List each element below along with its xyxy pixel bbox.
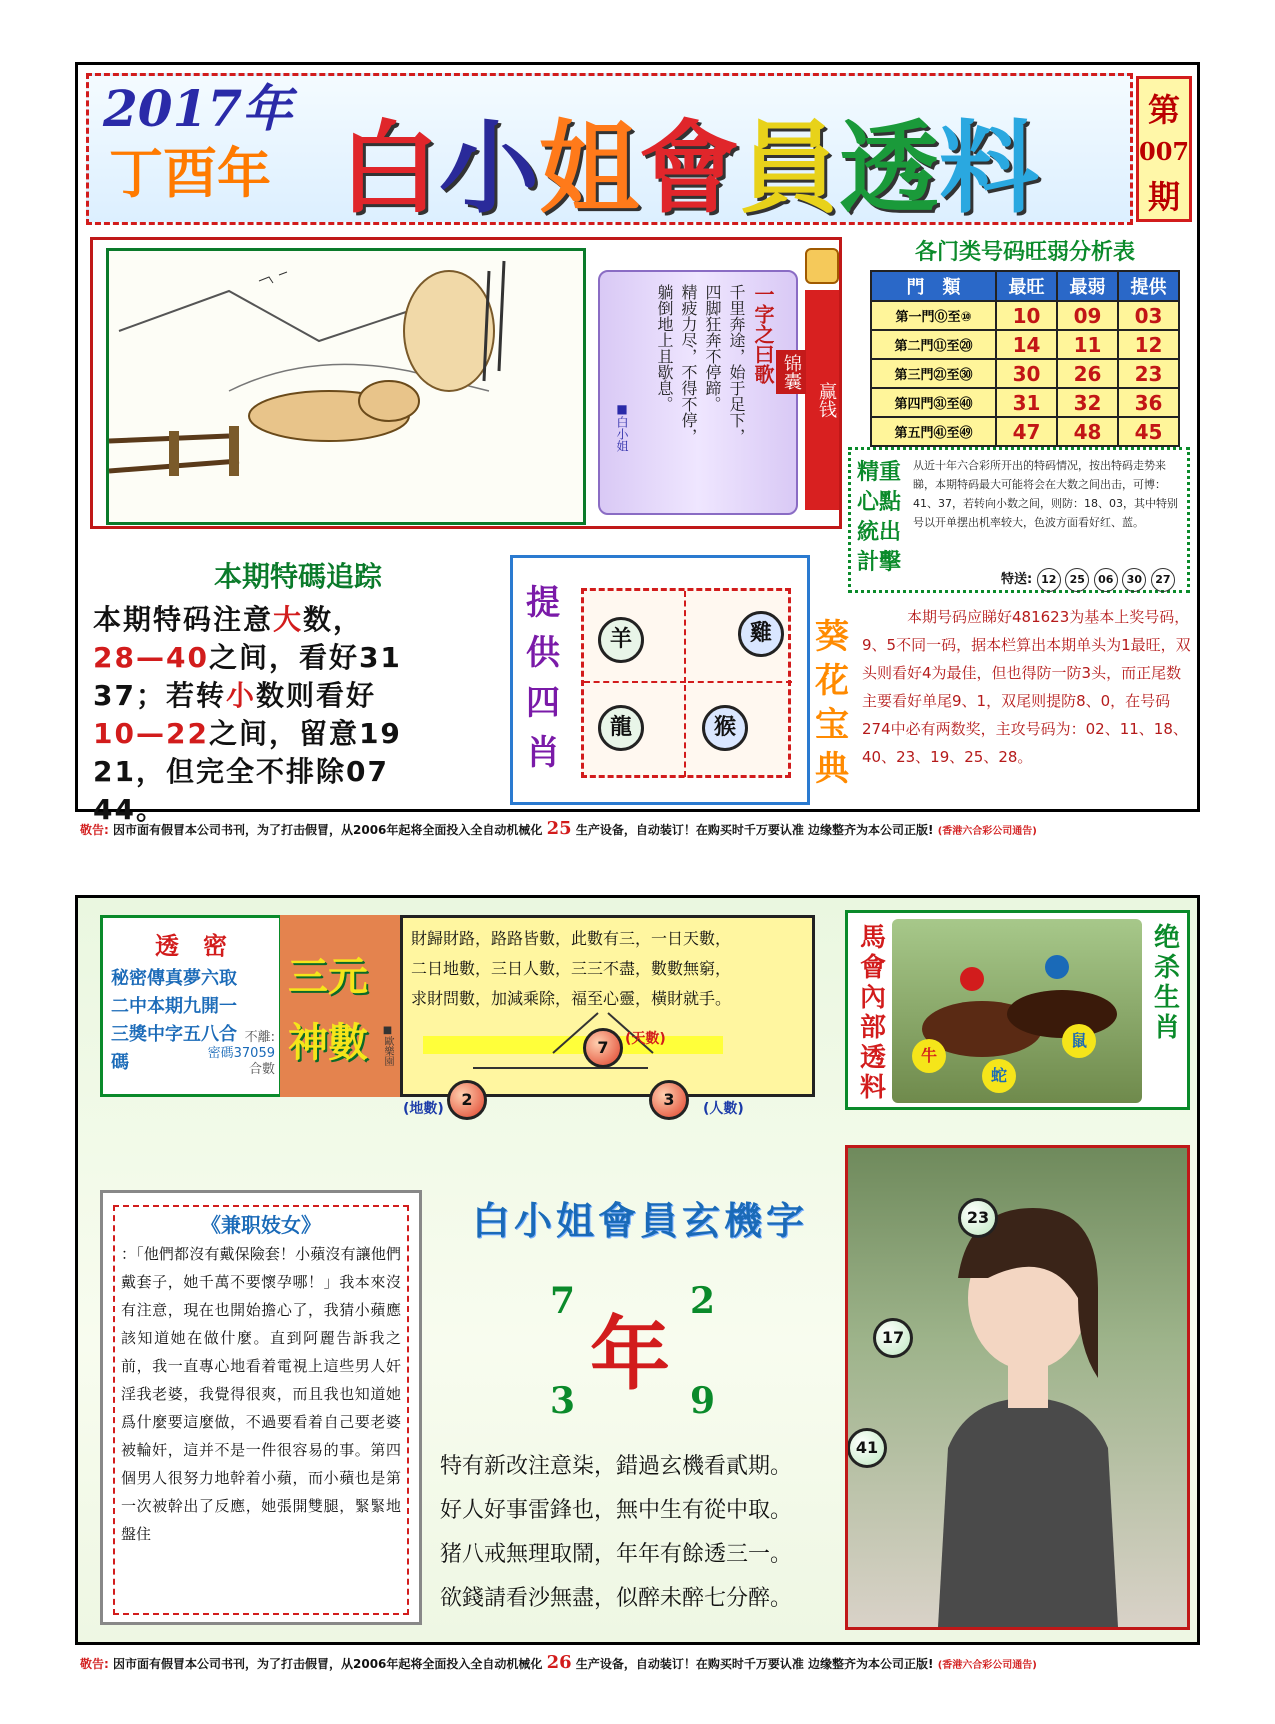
tracking-small: 小 xyxy=(225,679,256,712)
rank-table-block xyxy=(860,235,1190,444)
racehorse-icon xyxy=(892,919,1142,1103)
table-row xyxy=(871,388,1179,417)
sanyuan-title: 神數 xyxy=(288,1020,368,1066)
special-number: 06 xyxy=(1094,568,1118,592)
mystery-number: 3 xyxy=(550,1380,576,1422)
header-min: 最弱 xyxy=(1057,271,1118,301)
ganzhi-label: 丁酉年 xyxy=(109,141,271,205)
min-cell: 48 xyxy=(1057,417,1118,446)
warning-text: 生产设备，自动装订！在购买时千万要认准 边缘整齐为本公司正版! xyxy=(575,823,934,837)
max-cell: 14 xyxy=(996,330,1057,359)
bag-ribbon xyxy=(805,290,839,510)
tracking-text: 之间，看好31 xyxy=(208,641,402,674)
mystery-title: 白小姐會員玄機字 xyxy=(471,1199,808,1243)
year-label xyxy=(103,79,293,138)
dragon-icon: 龍 xyxy=(598,705,644,751)
analysis-box xyxy=(848,447,1190,593)
money-bag-icon xyxy=(805,248,839,284)
tracking-body xyxy=(93,601,503,829)
photo-number-ball: 17 xyxy=(873,1318,913,1358)
mystery-section xyxy=(430,1190,850,1630)
analysis-text: 从近十年六合彩所开出的特码情况，按出特码走势来睇，本期特码最大可能将会在大数之间出击，可博：41、37，若转向小数之间，则防：18、03，其中特别号以开单摆出机率较大，色波方面看好红、蓝。 xyxy=(913,459,1178,529)
human-number: 3 xyxy=(649,1080,689,1120)
min-cell: 09 xyxy=(1057,301,1118,330)
ox-cartoon-icon xyxy=(109,251,583,522)
page-number: 25 xyxy=(546,818,572,839)
tracking-range: 28—40 xyxy=(93,641,209,674)
warning-note: (香港六合彩公司通告) xyxy=(937,1660,1037,1671)
give-cell: 03 xyxy=(1118,301,1179,330)
max-cell: 30 xyxy=(996,359,1057,388)
story-inner xyxy=(113,1205,409,1615)
sanyuan-credit: ■歐樂園 xyxy=(382,1025,393,1066)
sunflower-section xyxy=(812,605,1192,805)
snake-star: 蛇 xyxy=(982,1059,1016,1093)
secret-footer-text: 合數 xyxy=(248,1062,275,1077)
shenshu-panel xyxy=(400,915,815,1117)
photo-number-ball: 41 xyxy=(847,1428,887,1468)
mystery-poem-line: 好人好事雷鋒也，無中生有從中取。 xyxy=(440,1498,793,1523)
shenshu-line: 求財問數，加減乘除，福至心靈，橫財就手。 xyxy=(411,989,732,1008)
poem-line: 躺倒地上且歇息。 xyxy=(655,284,674,412)
warning-label: 敬告: xyxy=(80,823,109,837)
rank-table xyxy=(870,270,1180,447)
masthead xyxy=(86,73,1133,225)
main-title xyxy=(339,88,1039,232)
title-char: 透 xyxy=(839,110,939,227)
zodiac-cell xyxy=(584,685,686,777)
poem-panel xyxy=(90,237,842,529)
horse-left-title: 馬會內部透料 xyxy=(859,923,886,1103)
story-box xyxy=(100,1190,422,1625)
secret-box xyxy=(100,915,282,1097)
rat-star: 鼠 xyxy=(1062,1024,1096,1058)
issue-suffix: 期 xyxy=(1147,178,1180,216)
secret-code: 密碼37059 xyxy=(207,1046,275,1061)
tracking-section xyxy=(93,555,503,826)
cartoon-illustration xyxy=(106,248,586,525)
issue-number xyxy=(1136,76,1192,222)
issue-prefix: 第 xyxy=(1147,91,1180,129)
warning-text: 因市面有假冒本公司书刊，为了打击假冒，从2006年起将全面投入全自动机械化 xyxy=(113,1657,543,1671)
give-cell: 12 xyxy=(1118,330,1179,359)
warning-text: 生产设备，自动装订！在购买时千万要认准 边缘整齐为本公司正版! xyxy=(575,1657,934,1671)
tracking-text: 之间，留意19 xyxy=(208,717,402,750)
header-max: 最旺 xyxy=(996,271,1057,301)
header-give: 提供 xyxy=(1118,271,1179,301)
model-photo xyxy=(845,1145,1190,1630)
mystery-poem xyxy=(440,1445,792,1621)
secret-line: 秘密傳真夢六取 xyxy=(111,968,237,989)
horse-photo xyxy=(892,919,1142,1103)
title-char: 料 xyxy=(939,110,1039,227)
heaven-label: (天數) xyxy=(625,1031,666,1047)
story-text: ：「他們都沒有戴保險套！小蘋沒有讓他們戴套子，她千萬不要懷孕哪！」我本來沒有注意，現在也開始擔心了，我猜小蘋應該知道她在做什麼。直到阿麗告訴我之前，我一直專心地看着電視上這些男人奸淫我老婆，我覺得很爽，而且我也知道她爲什麼要這麼做，不過要看着自己要老婆被輪奸，這并不是一件很容易的事。第四個男人很努力地幹着小蘋，而小蘋也是第一次被幹出了反應，她張開雙腿，緊緊地盤住 xyxy=(121,1245,401,1543)
header-door: 門 類 xyxy=(871,271,996,301)
zodiac-cell xyxy=(688,591,792,683)
page-number: 26 xyxy=(546,1652,572,1673)
secret-line: 三獎中字五八合 xyxy=(111,1024,237,1045)
zodiac-cell xyxy=(584,591,686,683)
mystery-center: 年 xyxy=(590,1307,670,1401)
mystery-number: 9 xyxy=(690,1380,716,1422)
human-label: (人數) xyxy=(703,1101,744,1117)
secret-line: 碼 xyxy=(111,1052,129,1073)
ox-star: 牛 xyxy=(912,1039,946,1073)
shenshu-line: 二日地數，三日人數，三三不盡，數數無窮， xyxy=(411,959,732,978)
max-cell: 31 xyxy=(996,388,1057,417)
bottom-warning xyxy=(80,1652,1037,1673)
issue-value: 007 xyxy=(1139,137,1190,166)
secret-line: 二中本期九開一 xyxy=(111,996,237,1017)
tracking-text: 21，但完全不排除07 xyxy=(93,755,389,788)
table-row xyxy=(871,301,1179,330)
tracking-big: 大 xyxy=(273,603,304,636)
table-row xyxy=(871,417,1179,446)
tracking-text: 数则看好 xyxy=(255,679,376,712)
min-cell: 26 xyxy=(1057,359,1118,388)
sheep-icon: 羊 xyxy=(598,617,644,663)
story-title: 《兼职妓女》 xyxy=(201,1213,321,1237)
sanyuan-panel xyxy=(280,915,400,1097)
mystery-poem-line: 特有新改注意柒，錯過玄機看貳期。 xyxy=(440,1454,793,1479)
special-number: 12 xyxy=(1037,568,1061,592)
title-char: 小 xyxy=(439,110,539,227)
warning-note: (香港六合彩公司通告) xyxy=(937,826,1037,837)
scroll-title: 一字之曰歌 xyxy=(751,284,775,384)
title-char: 姐 xyxy=(539,110,639,227)
door-cell: 第五門㊶至㊾ xyxy=(871,417,996,446)
zodiac-grid xyxy=(581,588,791,778)
table-header-row xyxy=(871,271,1179,301)
warning-label: 敬告: xyxy=(80,1657,109,1671)
secret-title: 透 密 xyxy=(155,932,227,960)
sanyuan-title: 三元 xyxy=(288,954,368,1000)
mystery-number: 7 xyxy=(550,1280,576,1322)
zodiac-box xyxy=(510,555,810,805)
poem-line: 千里奔途，始于足下， xyxy=(727,284,746,444)
title-char: 會 xyxy=(639,110,739,227)
bag-label: 锦囊 xyxy=(776,350,806,394)
shenshu-line: 財歸財路，路路皆數，此數有三，一日天數， xyxy=(411,929,732,948)
tracking-title: 本期特碼追踪 xyxy=(213,560,382,593)
min-cell: 32 xyxy=(1057,388,1118,417)
poem-line: 精疲力尽，不得不停， xyxy=(679,284,698,444)
table-row xyxy=(871,330,1179,359)
heaven-number: 7 xyxy=(583,1028,623,1068)
mystery-poem-line: 猪八戒無理取鬧，年年有餘透三一。 xyxy=(440,1542,793,1567)
door-cell: 第一門⓪至⑩ xyxy=(871,301,996,330)
analysis-side-title: 精重心點統出計擊 xyxy=(857,460,902,575)
triangle-diagram xyxy=(403,918,812,1094)
sunflower-text: 本期号码应睇好481623为基本上奖号码，9、5不同一码，据本栏算出本期单头为1最旺，双头则看好4为最佳，但也得防一防3头，而正尾数主要看好单尾9、1，双尾则提防8、0，在号码274中必有两数奖，主攻号码为：02、11、18、40、23、19、25、28。 xyxy=(862,608,1191,766)
sunflower-title: 葵花宝典 xyxy=(815,617,849,789)
title-char: 員 xyxy=(739,110,839,227)
tracking-range: 10—22 xyxy=(93,717,209,750)
warning-text: 因市面有假冒本公司书刊，为了打击假冒，从2006年起将全面投入全自动机械化 xyxy=(113,823,543,837)
mystery-number: 2 xyxy=(690,1280,716,1322)
max-cell: 47 xyxy=(996,417,1057,446)
horse-right-title: 绝杀生肖 xyxy=(1153,923,1180,1043)
special-numbers xyxy=(1001,568,1175,592)
top-warning xyxy=(80,818,1037,839)
tracking-text: 数， xyxy=(303,603,364,636)
special-number: 30 xyxy=(1122,568,1146,592)
special-label: 特送: xyxy=(1001,572,1033,587)
ribbon-text: 赢钱 xyxy=(816,382,837,418)
door-cell: 第三門㉑至㉚ xyxy=(871,359,996,388)
poem-line: 四脚狂奔不停蹄。 xyxy=(703,284,722,412)
earth-number: 2 xyxy=(447,1080,487,1120)
table-title: 各门类号码旺弱分析表 xyxy=(914,240,1135,265)
special-number: 25 xyxy=(1065,568,1089,592)
give-cell: 45 xyxy=(1118,417,1179,446)
tracking-text: 37；若转 xyxy=(93,679,226,712)
give-cell: 36 xyxy=(1118,388,1179,417)
monkey-icon: 猴 xyxy=(702,705,748,751)
year-text: 2017年 xyxy=(103,79,293,138)
poem-scroll xyxy=(598,270,798,515)
max-cell: 10 xyxy=(996,301,1057,330)
secret-footer-text: 不離: xyxy=(244,1030,275,1045)
title-char: 白 xyxy=(339,110,439,227)
mystery-poem-line: 欲錢請看沙無盡，似醉未醉七分醉。 xyxy=(440,1586,793,1611)
min-cell: 11 xyxy=(1057,330,1118,359)
tracking-text: 本期特码注意 xyxy=(93,603,274,636)
secret-footer xyxy=(163,1030,275,1078)
rooster-icon: 雞 xyxy=(738,611,784,657)
give-cell: 23 xyxy=(1118,359,1179,388)
table-row xyxy=(871,359,1179,388)
portrait-icon xyxy=(848,1148,1187,1627)
zodiac-cell xyxy=(688,685,792,777)
poem-lines xyxy=(652,284,748,504)
zodiac-side-title: 提供四肖 xyxy=(526,583,560,773)
door-cell: 第二門⑪至⑳ xyxy=(871,330,996,359)
tracking-text: 44。 xyxy=(93,793,166,826)
door-cell: 第四門㉛至㊵ xyxy=(871,388,996,417)
earth-label: (地數) xyxy=(403,1101,444,1117)
horse-racing-box xyxy=(845,910,1190,1110)
special-number: 27 xyxy=(1151,568,1175,592)
poem-signature: ■白小姐 xyxy=(615,402,629,452)
photo-number-ball: 23 xyxy=(958,1198,998,1238)
